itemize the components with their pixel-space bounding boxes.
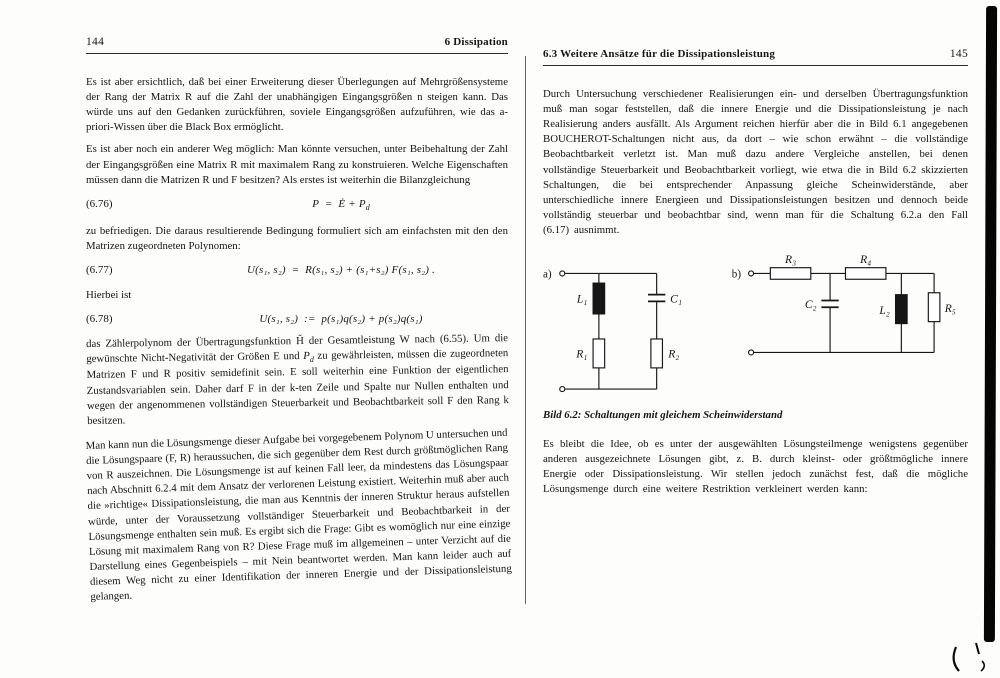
equation-number: (6.78): [86, 313, 113, 326]
paragraph: das Zählerpolynom der Übertragungsfunktion H̃ der Gesamtleistung W nach (6.55). Um die gewünschte Nicht-Negativität der Größen E und $P_d$ zu gewährleisten, müssen die zugeordneten Matrizen F und R positiv semidefinit sein. E soll weiterhin eine Funktion der eigentlichen Zustandsvariablen sein. Daher darf F in der k-ten Zeile und Spalte nur Nullen enthalten und wegen der angenommenen vollständigen Steuerbarkeit und Beobachtbarkeit soll F den Rang k besitzen.: [86, 332, 510, 428]
capacitor-C2: [821, 301, 838, 308]
paragraph: zu befriedigen. Die daraus resultierende Bedingung formuliert sich am einfachsten mit den den Matrizen zugeordneten Polynomen:: [86, 224, 508, 253]
inductor-L2: [896, 295, 908, 324]
circuit-b-label: b): [731, 268, 742, 281]
terminal-icon: [749, 271, 754, 276]
equation-body: P = Ė + $P_d$: [312, 197, 370, 212]
wire: [565, 274, 657, 390]
equation-body: U(s₁, s₂) := p(s₁)q(s₂) + p(s₂)q(s₁): [259, 313, 423, 326]
paragraph: Es ist aber noch ein anderer Weg möglich: Man könnte versuchen, unter Beibehaltung der Zahl der Eingangsgrößen eine Matrix R mit maximalem Rang zu konstruieren. Welche Eigenschaften müssen dann die Matrizen R und F besitzen? Als erstes ist weiterhin die Bilanzgleichung: [86, 143, 508, 186]
equation-number: (6.76): [86, 197, 113, 210]
running-head-left: 6 Dissipation: [444, 36, 508, 48]
paragraph: Hierbei ist: [86, 289, 132, 302]
resistor-R2: [651, 339, 663, 368]
page-number-left: 144: [86, 36, 105, 48]
running-header-left: [86, 36, 508, 54]
figure-6-2: [543, 252, 968, 421]
ink-mark: [976, 643, 979, 654]
page-body-right: [543, 87, 968, 498]
ink-mark: [981, 661, 984, 671]
page-right: [543, 48, 968, 505]
label-R4: R₄: [860, 253, 872, 266]
equation-body: U(s₁, s₂) = R(s₁, s₂) + (s₁+s₂) F(s₁, s₂) .: [246, 264, 436, 277]
page-number-right: 145: [949, 48, 968, 60]
equation-6-76: [86, 198, 508, 212]
paragraph: Man kann nun die Lösungsmenge dieser Aufgabe bei vorgegebenem Polynom U untersuchen und die Lösungspaare (F, R) heraussuchen, die sich gegenüber dem Rest durch größtmöglichen Rang von R auszeichnen. Die Lösungsmenge ist auf keinen Fall leer, da mindestens das Lösungspaar nach Abschnitt 6.2.4 mit dem Ansatz der verlorenen Leistung existiert. Weiterhin muß aber auch die »richtige« Dissipationsleistung, die man aus Kenntnis der inneren Struktur heraus aufstellen würde, unter der Voraussetzung vollständiger Steuerbarkeit und Beobachtbarkeit in der Lösungsmenge enthalten sein muß. Es ergibt sich die Frage: Gibt es womöglich nur eine einzige Lösung mit maximalem Rang von R? Diese Frage muß im allgemeinen – unter Verzicht auf die Darstellung eines Gegenbeispiels – mit Nein beantwortet werden. Man kann leider auch auf diesem Weg nicht zu einer Identifikation der inneren Energie und der Dissipationsleistung gelangen.: [85, 426, 512, 604]
ink-marks: [940, 633, 996, 677]
page-gutter-line: [525, 56, 526, 604]
circuit-a: [560, 271, 666, 392]
page-body-left: [85, 75, 512, 605]
terminal-icon: [560, 387, 565, 392]
label-L2: L₂: [879, 305, 890, 318]
terminal-icon: [560, 271, 565, 276]
inductor-L1: [593, 283, 605, 314]
label-R1: R₁: [576, 348, 588, 361]
circuit-a-label: a): [543, 268, 552, 281]
ink-mark: [954, 647, 959, 671]
capacitor-C1: [648, 295, 665, 302]
label-R2: R₂: [668, 348, 680, 361]
paragraph: Durch Untersuchung verschiedener Realisierungen ein- und derselben Übertragungsfunktion muß man sogar feststellen, daß die innere Energie und die Dissipationsleistung je nach Realisierung anders ausfällt. Als Argument reichen hierfür aber die in Bild 6.1 angegebenen BOUCHEROT-Schaltungen nicht aus, da dort – wie schon erwähnt – die vollständige Beobachtbarkeit verletzt ist. Man muß dazu andere Vergleiche anstellen, bei denen vollständige Steuerbarkeit und Beobachtbarkeit vorliegt, wie etwa die in Bild 6.2 skizzierten Schaltungen, die bei entsprechender Anpassung gleiche Scheinwiderstände, aber unterschiedliche innere Energieen und Dissipationsleistungen besitzen und dennoch beide vollständig steuerbar und beobachtbar sind, wenn man für die Schaltung 6.2.a den Fall (6.17) ausnimmt.: [543, 88, 968, 236]
label-L1: L₁: [576, 293, 588, 306]
resistor-R5: [928, 293, 940, 322]
paragraph: Es bleibt die Idee, ob es unter der ausgewählten Lösungsteilmenge wenigstens gegenüber anderen ausgezeichnete Lösungen gibt, z. B. durch kleinst- oder größtmögliche innere Energie oder Dissipationsleistung. Wir stellen jedoch zunächst fest, daß die mögliche Lösungsmenge durch eine weitere Restriktion verkleinert werden kann:: [543, 438, 968, 496]
page-left: [85, 36, 512, 612]
equation-6-78: [86, 313, 508, 325]
label-R3: R₃: [785, 253, 797, 266]
equation-number: (6.77): [86, 264, 113, 277]
paragraph: Es ist aber ersichtlich, daß bei einer Erweiterung dieser Überlegungen auf Mehrgrößensysteme der Rang der Matrix R auf die Zahl der unabhängigen Eingangsgrößen n steigen kann. Das würde uns auf den Gedanken zurückführen, soviele Eingangsgrößen aufzuführen, wie das a-priori-Wissen über die Black Box ermöglicht.: [86, 76, 508, 134]
figure-6-2-circuits: [543, 252, 963, 399]
resistor-R1: [593, 339, 605, 368]
resistor-R3: [770, 268, 810, 280]
equation-6-77: [86, 264, 508, 276]
scanner-edge-artifact: [984, 6, 997, 642]
running-head-right: 6.3 Weitere Ansätze für die Dissipationsleistung: [543, 48, 776, 60]
resistor-R4: [845, 268, 885, 280]
label-C2: C₂: [804, 299, 817, 312]
figure-caption: Bild 6.2: Schaltungen mit gleichem Scheinwiderstand: [543, 409, 783, 422]
terminal-icon: [749, 350, 754, 355]
label-C1: C₁: [670, 293, 682, 306]
running-header-right: [543, 48, 968, 66]
label-R5: R₅: [944, 303, 956, 316]
circuit-b: [749, 268, 940, 355]
